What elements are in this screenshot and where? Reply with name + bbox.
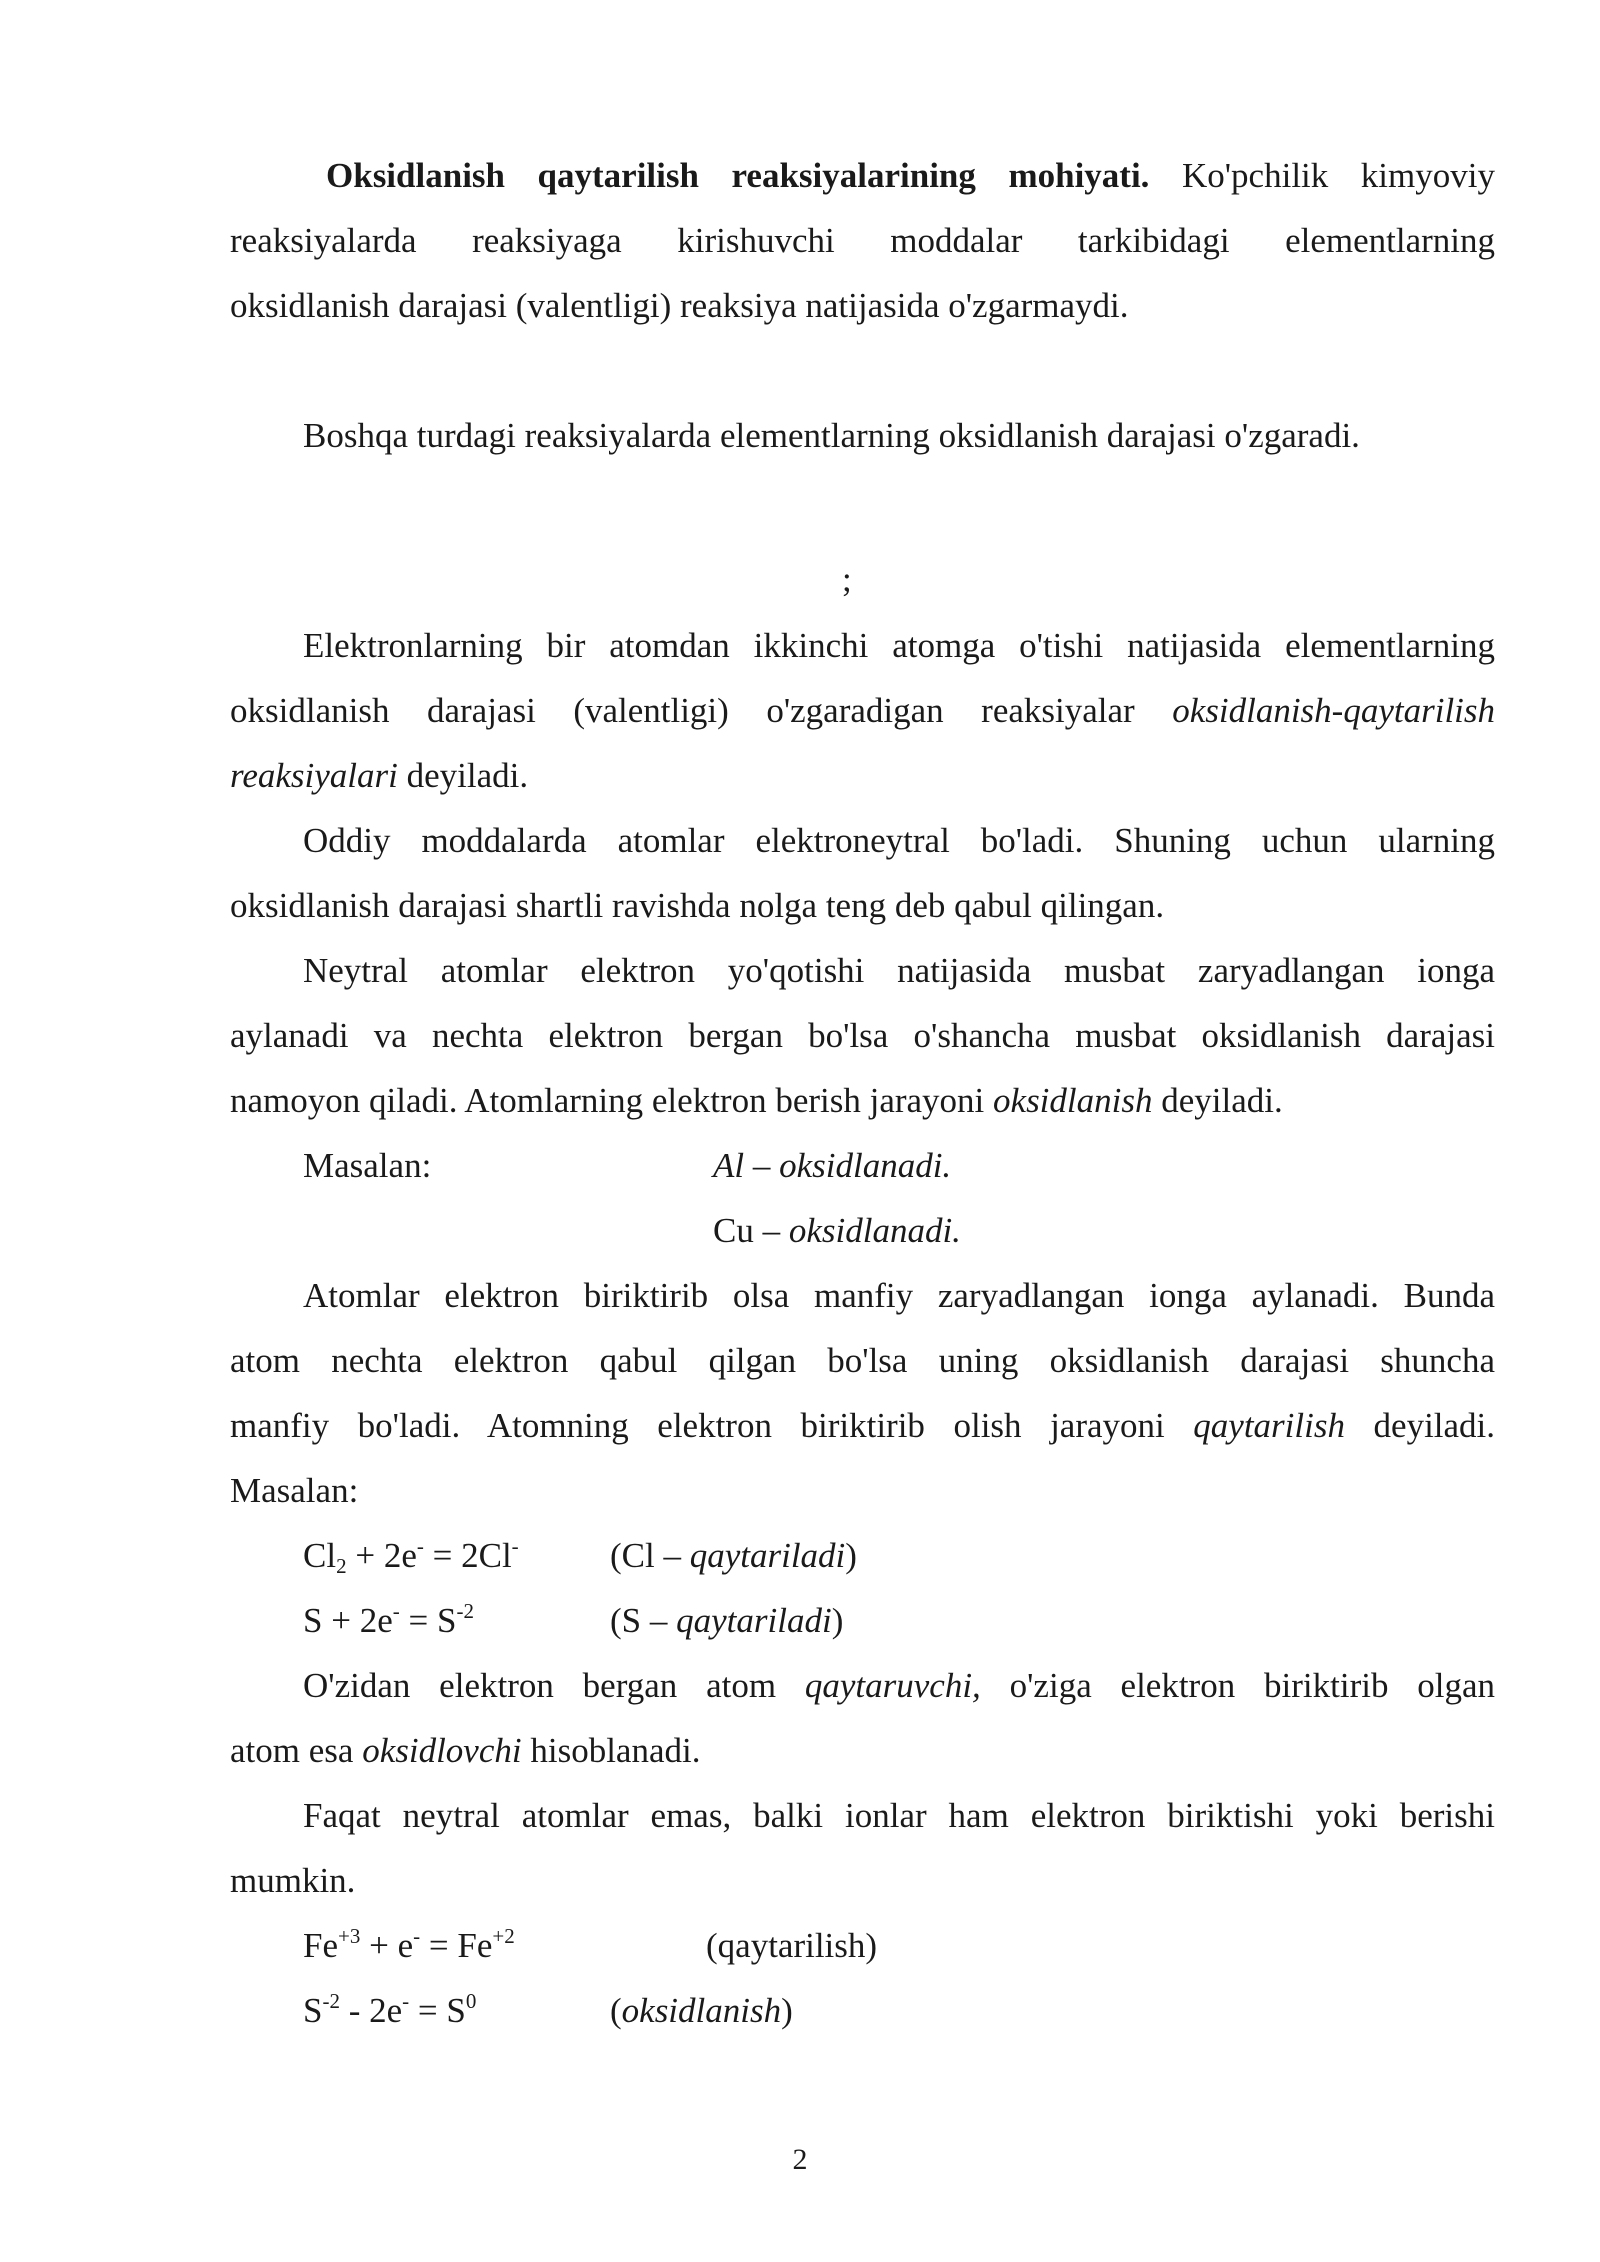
paragraph-line: Boshqa turdagi reaksiyalarda elementlarning oksidlanish darajasi o'zgaradi. — [303, 416, 1360, 455]
equation-note: (Cl – qaytariladi) — [610, 1536, 857, 1575]
paragraph-line: Atomlar elektron biriktirib olsa manfiy zaryadlangan ionga aylanadi. Bunda — [303, 1276, 1495, 1315]
paragraph-line: manfiy bo'ladi. Atomning elektron biriktirib olish jarayoni qaytarilish deyiladi. — [230, 1406, 1496, 1445]
equation: $S + 2e^- = S^{-2}$ — [303, 1599, 474, 1640]
page-number: 2 — [792, 2143, 808, 2176]
example-line: Al – oksidlanadi. — [713, 1146, 952, 1185]
example-label: Masalan: — [303, 1146, 432, 1185]
example-line: Cu – oksidlanadi. — [713, 1211, 961, 1250]
paragraph-line: mumkin. — [230, 1861, 356, 1900]
paragraph-line: reaksiyalarda reaksiyaga kirishuvchi moddalar tarkibidagi elementlarning — [230, 221, 1495, 260]
paragraph-line: Elektronlarning bir atomdan ikkinchi atomga o'tishi natijasida elementlarning — [303, 626, 1495, 665]
section-heading: Oksidlanish qaytarilish reaksiyalarining mohiyati. — [326, 156, 1150, 195]
paragraph-line: Neytral atomlar elektron yo'qotishi natijasida musbat zaryadlangan ionga — [303, 951, 1495, 990]
paragraph-line: oksidlanish darajasi (valentligi) o'zgaradigan reaksiyalar oksidlanish-qaytarilish — [230, 691, 1496, 730]
equation-note: (qaytarilish) — [706, 1926, 878, 1965]
equation-note: (S – qaytariladi) — [610, 1601, 844, 1640]
paragraph-line: atom esa oksidlovchi hisoblanadi. — [230, 1731, 701, 1770]
equation: $S^{-2} - 2e^- = S^0$ — [303, 1989, 477, 2030]
paragraph-line: Oddiy moddalarda atomlar elektroneytral bo'ladi. Shuning uchun ularning — [303, 821, 1495, 860]
paragraph-line: oksidlanish darajasi shartli ravishda nolga teng deb qabul qilingan. — [230, 886, 1165, 925]
paragraph-line: oksidlanish darajasi (valentligi) reaksiya natijasida o'zgarmaydi. — [230, 286, 1129, 325]
equation: $Cl_2 + 2e^- = 2Cl^-$ — [303, 1534, 519, 1578]
paragraph-line: O'zidan elektron bergan atom qaytaruvchi, o'ziga elektron biriktirib olgan — [303, 1666, 1496, 1705]
semicolon-mark: ; — [842, 560, 852, 599]
paragraph-line: reaksiyalari deyiladi. — [230, 756, 529, 795]
paragraph-line: namoyon qiladi. Atomlarning elektron berish jarayoni oksidlanish deyiladi. — [230, 1081, 1283, 1120]
paragraph-line: atom nechta elektron qabul qilgan bo'lsa uning oksidlanish darajasi shuncha — [230, 1341, 1495, 1380]
equation-note: (oksidlanish) — [610, 1991, 793, 2030]
paragraph-line: aylanadi va nechta elektron bergan bo'lsa o'shancha musbat oksidlanish darajasi — [230, 1016, 1495, 1055]
paragraph-line: Faqat neytral atomlar emas, balki ionlar ham elektron biriktishi yoki berishi — [303, 1796, 1495, 1835]
paragraph-line: Masalan: — [230, 1471, 359, 1510]
paragraph-line: Oksidlanish qaytarilish reaksiyalarining mohiyati. Ko'pchilik kimyoviy — [326, 156, 1495, 195]
equation: $Fe^{+3} + e^- = Fe^{+2}$ — [303, 1924, 515, 1965]
